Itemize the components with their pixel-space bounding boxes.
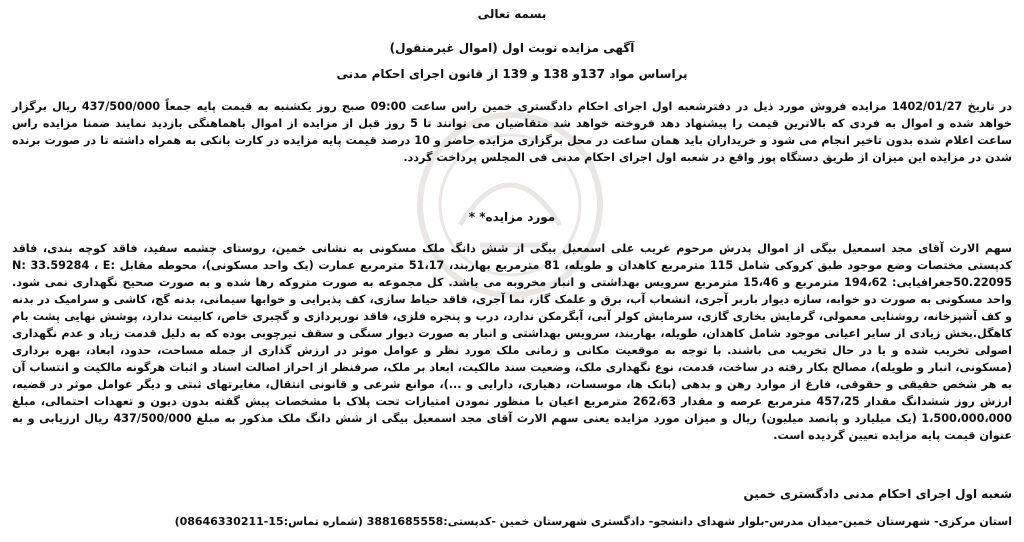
page-title: آگهی مزایده نوبت اول (اموال غیرمنقول) [389,41,635,55]
address-line: استان مرکزی- شهرستان خمین-میدان مدرس-بلوار شهدای دانشجو- دادگستری شهرستان خمین -کدپستی:3881685558 (شماره تماس:15-08646330211) [174,515,1012,528]
basmala: بسمه تعالی [477,7,547,21]
department-signature: شعبه اول اجرای احکام مدنی دادگستری خمین [743,487,1012,501]
item-heading: مورد مزایده* * [468,210,556,224]
intro-paragraph: در تاریخ 1402/01/27 مزایده فروش مورد ذیل در دفترشعبه اول اجرای احکام دادگستری خمین راس ساعت 09:00 صبح روز یکشنبه به قیمت پایه جمعاً 437/500/000 ریال برگزار خواهد شده و اموال به فردی که بالاترین قیمت را پیشنهاد دهد فروخته خواهد شد متقاضیان می توانند تا 5 روز قبل از مزایده از اموال باهماهنگی بازدید نمایند ضمنا مزایده راس ساعت اعلام شده بدون تاخیر انجام می شود و خریداران باید همان ساعت در محل برگزاری مزایده حاضر و 10 درصد قیمت پایه مزایده در کارت بانکی به همراه داشته تا در صورت برنده شدن در مزایده این میزان از طریق دستگاه پوز واقع در شعبه اول اجرای احکام مدنی فی المجلس پرداخت گردد. [12,100,1012,164]
item-description-paragraph: سهم الارث آقای مجد اسمعیل بیگی از اموال پدرش مرحوم غریب علی اسمعیل بیگی از شش دانگ ملک مسکونی به نشانی خمین، روستای چشمه سفید، فاقد کوچه بندی، فاقد کدپستی مختصات وضع موجود طبق کروکی شامل 115 مترمربع کاهدان و طویله، 81 مترمربع بهاربند، 51،17 مترمربع عمارت (یک واحد مسکونی)، محوطه مقابل N: 33.59284 ، E: 50.22095جغرافیایی: 194،62 مترمربع و 15،46 مترمربع سرویس بهداشتی و انبار مخروبه می باشد. کل مجموعه به صورت متروکه رها شده و به صورت صحیح نگهداری نمی شود. واحد مسکونی به صورت دو خوابه، سازه دیوار باربر آجری، انشعاب آب، برق و علمک گاز، نما آجری، فاقد حیاط سازی، کف پذیرایی و خوابها سیمانی، بدنه گچ، کاشی و سرامیک در بدنه و کف آشپزخانه، روشنایی معمولی، گرمایش بخاری گازی، سرمایش کولر آبی، آبگرمکن ندارد، درب و پنجره فلزی، فاقد نورپردازی و گچبری خاص، کابینت ندارد، پوشش نهایی پشت بام کاهگل.بخش زیادی از سایر اعیانی موجود شامل کاهدان، طویله، بهاربند، سرویس بهداشتی و انبار به صورت دیوار سنگی و سقف تیرچوبی بوده که به دلیل قدمت زیاد و عدم نگهداری اصولی تخریب شده و یا در حال تخریب می باشند. با توجه به موقعیت مکانی و زمانی ملک مورد نظر و عوامل موثر در ارزش گذاری از جمله مساحت، حدود، ابعاد، بهره برداری (مسکونی، انبار و طویله)، مصالح بکار رفته در ساخت، قدمت، نوع نگهداری ملک، وضعیت سند مالکیت، ابعاد بر ملک، صرفنظر از احراز اصالت اسناد و اثبات هرگونه مالکیت و انتساب آن به هر شخص حقیقی و حقوقی، فارغ از موارد رهن و بدهی (بانک ها، موسسات، دهیاری، دارایی و ...)، موانع شرعی و قانونی انتقال، مغایرتهای ثبتی و دیگر عوامل موثر در قضیه، ارزش روز ششدانگ مقدار 457،25 مترمربع عرصه و مقدار 262،63 مترمربع اعیان با منظور نمودن امتیازات تحت پلاک با مشخصات پیش گفته بدون دیون و تعهدات احتمالی، مبلغ 1،500،000،000 (یک میلیارد و پانصد میلیون) ریال و میزان مورد مزایده یعنی سهم الارث آقای مجد اسمعیل بیگی از شش دانگ ملک مذکور به مبلغ 437/500/000 ریال ارزیابی و به عنوان قیمت پایه مزایده تعیین گردیده است. [12,242,1013,442]
page-subtitle: براساس مواد 137و 138 و 139 از قانون اجرای احکام مدنی [336,67,688,81]
